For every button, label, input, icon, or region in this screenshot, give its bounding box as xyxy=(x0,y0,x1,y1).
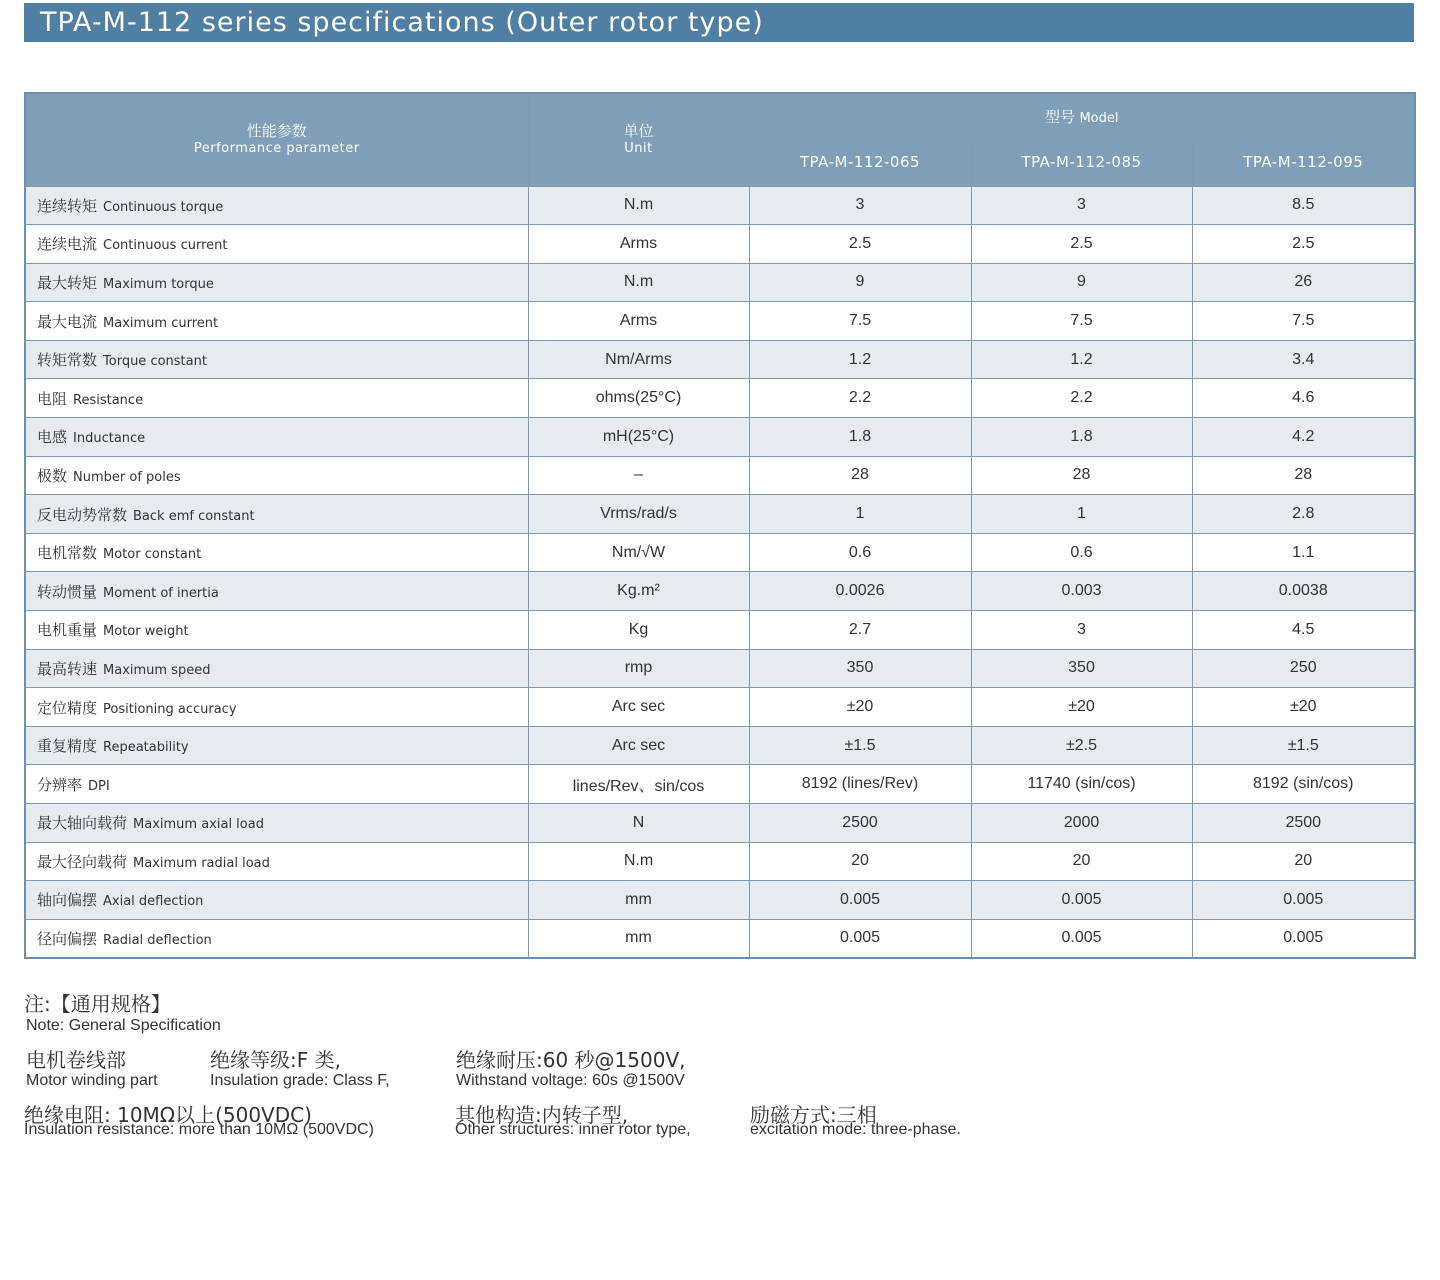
value-cell: 20 xyxy=(1192,842,1415,881)
value-cell: 28 xyxy=(749,456,971,495)
notes-title: 注:【通用规格】 xyxy=(24,992,171,1016)
value-cell: 9 xyxy=(971,263,1192,302)
param-name-en: Inductance xyxy=(73,431,146,447)
param-name-cn: 电感 xyxy=(37,428,68,447)
note-cn: 励磁方式:三相 xyxy=(750,1103,877,1127)
unit-cell: N xyxy=(528,804,749,843)
value-cell: 20 xyxy=(971,842,1192,881)
value-cell: 4.2 xyxy=(1192,418,1415,457)
value-cell: 3 xyxy=(971,186,1192,225)
table-row xyxy=(25,340,1415,379)
value-cell: 9 xyxy=(749,263,971,302)
unit-cell: N.m xyxy=(528,842,749,881)
value-cell: 0.005 xyxy=(971,919,1192,958)
param-name-en: Maximum speed xyxy=(103,662,211,678)
table-row xyxy=(25,611,1415,650)
param-cell xyxy=(25,340,528,379)
param-name-cn: 转动惯量 xyxy=(37,582,98,601)
unit-cell: Nm/Arms xyxy=(528,340,749,379)
table-row xyxy=(25,225,1415,264)
header-param-en: Performance parameter xyxy=(193,141,360,157)
param-name-en: Positioning accuracy xyxy=(103,701,237,717)
value-cell: ±1.5 xyxy=(1192,726,1415,765)
header-model-col xyxy=(749,139,971,186)
value-cell: 1 xyxy=(971,495,1192,534)
param-name-en: Maximum torque xyxy=(103,276,214,292)
note-en: Motor winding part xyxy=(26,1072,158,1089)
value-cell: 1 xyxy=(749,495,971,534)
table-row xyxy=(25,302,1415,341)
unit-cell: lines/Rev、sin/cos xyxy=(528,765,749,804)
value-cell: 250 xyxy=(1192,649,1415,688)
param-name-en: Torque constant xyxy=(103,354,207,370)
unit-cell: Arms xyxy=(528,302,749,341)
note-cn: 绝缘电阻: 10MΩ以上(500VDC) xyxy=(24,1103,312,1127)
param-cell xyxy=(25,804,528,843)
table-row xyxy=(25,765,1415,804)
unit-cell: – xyxy=(528,456,749,495)
header-model-en: Model xyxy=(1079,110,1119,126)
note-item xyxy=(210,1048,390,1090)
value-cell: 2500 xyxy=(1192,804,1415,843)
param-name-en: Maximum radial load xyxy=(133,855,270,871)
value-cell: 8192 (lines/Rev) xyxy=(749,765,971,804)
value-cell: 0.005 xyxy=(1192,881,1415,920)
unit-cell: Arc sec xyxy=(528,726,749,765)
param-cell xyxy=(25,456,528,495)
value-cell: 20 xyxy=(749,842,971,881)
param-name-cn: 最大电流 xyxy=(37,312,98,331)
value-cell: 26 xyxy=(1192,263,1415,302)
param-name-cn: 重复精度 xyxy=(37,737,98,756)
param-name-en: Maximum current xyxy=(103,315,219,331)
table-row xyxy=(25,649,1415,688)
unit-cell: mH(25°C) xyxy=(528,418,749,457)
value-cell: 2.5 xyxy=(749,225,971,264)
header-param-cn: 性能参数 xyxy=(246,122,307,141)
value-cell: 11740 (sin/cos) xyxy=(971,765,1192,804)
value-cell: ±20 xyxy=(1192,688,1415,727)
param-cell xyxy=(25,533,528,572)
value-cell: 2.2 xyxy=(971,379,1192,418)
value-cell: 1.8 xyxy=(749,418,971,457)
unit-cell: ohms(25°C) xyxy=(528,379,749,418)
note-en: excitation mode: three-phase. xyxy=(750,1121,961,1138)
param-name-cn: 轴向偏摆 xyxy=(37,891,98,910)
table-row xyxy=(25,418,1415,457)
unit-cell: Arms xyxy=(528,225,749,264)
note-en: Insulation resistance: more than 10MΩ (500VDC) xyxy=(24,1121,374,1138)
value-cell: 28 xyxy=(971,456,1192,495)
model-name: TPA-M-112-085 xyxy=(1021,153,1142,171)
param-name-en: DPI xyxy=(88,778,110,794)
value-cell: 2.2 xyxy=(749,379,971,418)
param-cell xyxy=(25,263,528,302)
param-name-cn: 反电动势常数 xyxy=(37,505,128,524)
param-cell xyxy=(25,649,528,688)
param-name-cn: 径向偏摆 xyxy=(37,929,98,948)
note-item xyxy=(455,1105,691,1139)
unit-cell: Vrms/rad/s xyxy=(528,495,749,534)
note-item xyxy=(750,1105,961,1139)
value-cell: 350 xyxy=(749,649,971,688)
value-cell: 2.7 xyxy=(749,611,971,650)
param-cell xyxy=(25,186,528,225)
note-en: Insulation grade: Class F, xyxy=(210,1072,390,1089)
param-name-cn: 最高转速 xyxy=(37,659,98,678)
value-cell: 2.8 xyxy=(1192,495,1415,534)
unit-cell: mm xyxy=(528,881,749,920)
table-row xyxy=(25,379,1415,418)
unit-cell: N.m xyxy=(528,263,749,302)
table-row xyxy=(25,186,1415,225)
param-name-en: Moment of inertia xyxy=(103,585,219,601)
param-name-en: Maximum axial load xyxy=(133,817,264,833)
param-cell xyxy=(25,611,528,650)
value-cell: 3 xyxy=(971,611,1192,650)
model-name: TPA-M-112-095 xyxy=(1243,153,1364,171)
value-cell: 4.5 xyxy=(1192,611,1415,650)
value-cell: 8192 (sin/cos) xyxy=(1192,765,1415,804)
table-row xyxy=(25,842,1415,881)
header-model-cn: 型号 xyxy=(1045,107,1076,126)
param-cell xyxy=(25,842,528,881)
value-cell: 4.6 xyxy=(1192,379,1415,418)
value-cell: 3 xyxy=(749,186,971,225)
value-cell: 0.005 xyxy=(749,919,971,958)
unit-cell: mm xyxy=(528,919,749,958)
page-title: TPA-M-112 series specifications (Outer rotor type) xyxy=(24,3,1414,42)
value-cell: 2.5 xyxy=(971,225,1192,264)
param-name-cn: 转矩常数 xyxy=(37,351,98,370)
note-item xyxy=(26,1048,158,1090)
unit-cell: Kg xyxy=(528,611,749,650)
value-cell: ±2.5 xyxy=(971,726,1192,765)
param-name-cn: 连续电流 xyxy=(37,235,98,254)
param-name-cn: 电机常数 xyxy=(37,544,98,563)
param-name-cn: 电机重量 xyxy=(37,621,98,640)
value-cell: ±1.5 xyxy=(749,726,971,765)
value-cell: 28 xyxy=(1192,456,1415,495)
value-cell: 0.005 xyxy=(971,881,1192,920)
value-cell: 7.5 xyxy=(971,302,1192,341)
spec-table-body xyxy=(25,186,1415,958)
note-cn: 电机卷线部 xyxy=(26,1048,126,1072)
param-cell xyxy=(25,495,528,534)
value-cell: 1.1 xyxy=(1192,533,1415,572)
note-cn: 绝缘等级:F 类, xyxy=(210,1048,341,1072)
value-cell: 0.0026 xyxy=(749,572,971,611)
value-cell: 0.005 xyxy=(1192,919,1415,958)
param-name-cn: 最大轴向载荷 xyxy=(37,814,128,833)
header-model xyxy=(749,93,1415,139)
value-cell: 2000 xyxy=(971,804,1192,843)
notes-title-en: Note: General Specification xyxy=(26,1017,221,1034)
param-name-cn: 极数 xyxy=(37,466,68,485)
param-name-en: Continuous torque xyxy=(103,199,224,215)
value-cell: 3.4 xyxy=(1192,340,1415,379)
unit-cell: rmp xyxy=(528,649,749,688)
param-cell xyxy=(25,726,528,765)
param-cell xyxy=(25,418,528,457)
note-item xyxy=(456,1048,685,1090)
table-row xyxy=(25,263,1415,302)
header-model-col xyxy=(1192,139,1415,186)
unit-cell: Arc sec xyxy=(528,688,749,727)
note-item xyxy=(24,1105,374,1139)
note-en: Other structures: inner rotor type, xyxy=(455,1121,691,1138)
value-cell: 0.6 xyxy=(749,533,971,572)
value-cell: 7.5 xyxy=(749,302,971,341)
header-model-col xyxy=(971,139,1192,186)
value-cell: 2.5 xyxy=(1192,225,1415,264)
header-unit xyxy=(528,93,749,186)
value-cell: 350 xyxy=(971,649,1192,688)
value-cell: 0.0038 xyxy=(1192,572,1415,611)
param-cell xyxy=(25,688,528,727)
param-name-en: Motor constant xyxy=(103,547,202,563)
param-cell xyxy=(25,225,528,264)
param-cell xyxy=(25,302,528,341)
value-cell: 7.5 xyxy=(1192,302,1415,341)
value-cell: 0.6 xyxy=(971,533,1192,572)
value-cell: 0.003 xyxy=(971,572,1192,611)
param-cell xyxy=(25,572,528,611)
table-row xyxy=(25,533,1415,572)
note-cn: 绝缘耐压:60 秒@1500V, xyxy=(456,1048,686,1072)
param-cell xyxy=(25,765,528,804)
param-name-cn: 电阻 xyxy=(37,389,68,408)
param-cell xyxy=(25,881,528,920)
param-name-en: Resistance xyxy=(73,392,144,408)
unit-cell: Nm/√W xyxy=(528,533,749,572)
param-name-cn: 最大径向载荷 xyxy=(37,852,128,871)
header-unit-en: Unit xyxy=(624,141,653,157)
table-row xyxy=(25,804,1415,843)
table-row xyxy=(25,688,1415,727)
value-cell: 8.5 xyxy=(1192,186,1415,225)
param-name-cn: 定位精度 xyxy=(37,698,98,717)
value-cell: ±20 xyxy=(749,688,971,727)
value-cell: 0.005 xyxy=(749,881,971,920)
param-name-en: Repeatability xyxy=(103,740,189,756)
param-name-en: Number of poles xyxy=(73,469,181,485)
value-cell: 1.2 xyxy=(749,340,971,379)
param-name-cn: 最大转矩 xyxy=(37,273,98,292)
param-name-en: Motor weight xyxy=(103,624,189,640)
table-row xyxy=(25,726,1415,765)
unit-cell: N.m xyxy=(528,186,749,225)
note-cn: 其他构造:内转子型, xyxy=(455,1103,629,1127)
param-name-en: Back emf constant xyxy=(133,508,255,524)
table-row xyxy=(25,495,1415,534)
table-row xyxy=(25,919,1415,958)
table-row xyxy=(25,456,1415,495)
value-cell: 2500 xyxy=(749,804,971,843)
param-name-cn: 连续转矩 xyxy=(37,196,98,215)
param-cell xyxy=(25,379,528,418)
param-name-en: Radial deflection xyxy=(103,932,212,948)
param-cell xyxy=(25,919,528,958)
value-cell: 1.2 xyxy=(971,340,1192,379)
header-unit-cn: 单位 xyxy=(623,122,654,141)
value-cell: ±20 xyxy=(971,688,1192,727)
spec-table xyxy=(24,92,1416,959)
header-param xyxy=(25,93,528,186)
param-name-cn: 分辨率 xyxy=(37,775,83,794)
param-name-en: Continuous current xyxy=(103,238,228,254)
model-name: TPA-M-112-065 xyxy=(799,153,921,171)
table-row xyxy=(25,572,1415,611)
value-cell: 1.8 xyxy=(971,418,1192,457)
note-en: Withstand voltage: 60s @1500V xyxy=(456,1072,685,1089)
table-row xyxy=(25,881,1415,920)
param-name-en: Axial deflection xyxy=(103,894,204,910)
unit-cell: Kg.m² xyxy=(528,572,749,611)
